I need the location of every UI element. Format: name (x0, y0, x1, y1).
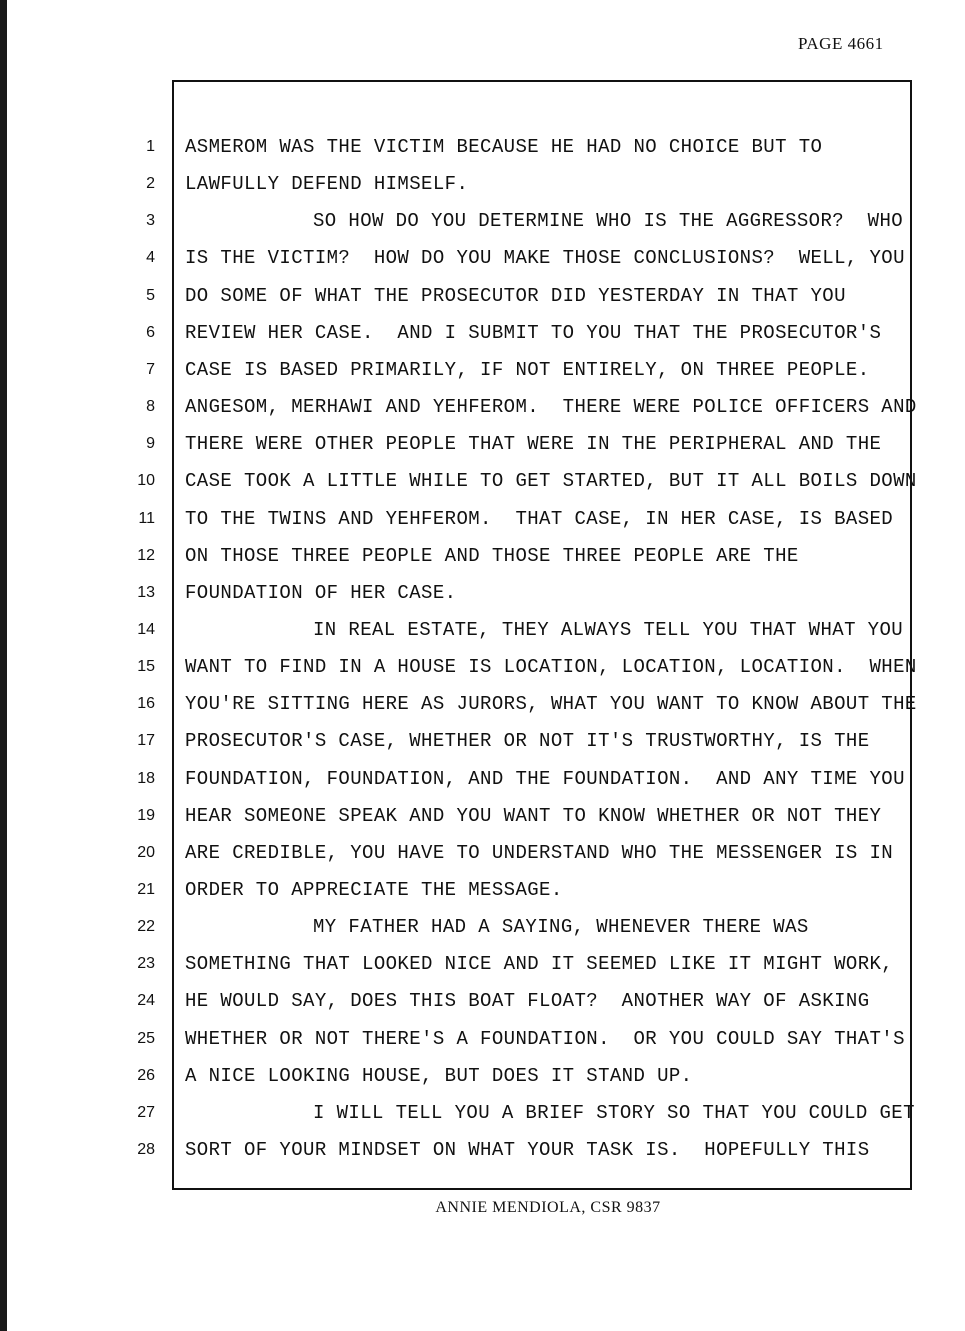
line-number: 19 (137, 806, 155, 824)
line-number: 13 (137, 583, 155, 601)
transcript-line: WANT TO FIND IN A HOUSE IS LOCATION, LOCATION, LOCATION. WHEN (185, 656, 917, 679)
transcript-line: ASMEROM WAS THE VICTIM BECAUSE HE HAD NO CHOICE BUT TO (185, 136, 823, 158)
line-number: 8 (146, 398, 155, 416)
transcript-line: DO SOME OF WHAT THE PROSECUTOR DID YESTERDAY IN THAT YOU (185, 284, 846, 307)
line-number: 10 (137, 472, 155, 490)
line-number: 3 (146, 212, 155, 230)
line-number: 28 (137, 1141, 155, 1159)
transcript-line: SO HOW DO YOU DETERMINE WHO IS THE AGGRESSOR? WHO (313, 210, 904, 233)
line-number: 21 (137, 881, 155, 898)
transcript-line: CASE IS BASED PRIMARILY, IF NOT ENTIRELY, ON THREE PEOPLE. (185, 358, 870, 381)
transcript-line: TO THE TWINS AND YEHFEROM. THAT CASE, IN HER CASE, IS BASED (185, 507, 894, 530)
reporter-footer: ANNIE MENDIOLA, CSR 9837 (435, 1199, 661, 1216)
line-number: 22 (137, 918, 155, 936)
transcript-line: ARE CREDIBLE, YOU HAVE TO UNDERSTAND WHO THE MESSENGER IS IN (185, 841, 894, 864)
line-number: 16 (137, 695, 155, 713)
line-number: 9 (146, 435, 155, 453)
transcript-line: SOMETHING THAT LOOKED NICE AND IT SEEMED LIKE IT MIGHT WORK, (185, 953, 894, 976)
transcript-line: FOUNDATION, FOUNDATION, AND THE FOUNDATION. AND ANY TIME YOU (185, 767, 905, 790)
transcript-line: ON THOSE THREE PEOPLE AND THOSE THREE PEOPLE ARE THE (185, 544, 799, 567)
transcript-line: A NICE LOOKING HOUSE, BUT DOES IT STAND UP. (185, 1064, 693, 1087)
transcript-line: HEAR SOMEONE SPEAK AND YOU WANT TO KNOW WHETHER OR NOT THEY (185, 804, 882, 827)
line-number: 14 (137, 620, 155, 638)
transcript-line: YOU'RE SITTING HERE AS JURORS, WHAT YOU WANT TO KNOW ABOUT THE (185, 693, 917, 716)
line-number: 6 (146, 323, 155, 341)
transcript-line: I WILL TELL YOU A BRIEF STORY SO THAT YOU COULD GET (313, 1101, 915, 1124)
transcript-line: IS THE VICTIM? HOW DO YOU MAKE THOSE CONCLUSIONS? WELL, YOU (185, 247, 905, 270)
transcript-line: IN REAL ESTATE, THEY ALWAYS TELL YOU THAT WHAT YOU (313, 618, 904, 641)
line-number: 23 (137, 955, 155, 973)
line-number: 2 (146, 175, 155, 193)
transcript-line: REVIEW HER CASE. AND I SUBMIT TO YOU THAT THE PROSECUTOR'S (185, 321, 882, 344)
transcript-line: CASE TOOK A LITTLE WHILE TO GET STARTED, BUT IT ALL BOILS DOWN (185, 470, 917, 493)
line-number: 24 (137, 992, 155, 1010)
transcript-line: PROSECUTOR'S CASE, WHETHER OR NOT IT'S TRUSTWORTHY, IS THE (185, 730, 870, 753)
line-number: 20 (137, 843, 155, 861)
line-number: 12 (137, 546, 155, 564)
line-number: 7 (146, 360, 155, 378)
line-number: 26 (137, 1066, 155, 1084)
transcript-line: ANGESOM, MERHAWI AND YEHFEROM. THERE WERE POLICE OFFICERS AND (185, 396, 917, 419)
transcript-line: LAWFULLY DEFEND HIMSELF. (185, 173, 469, 196)
line-number: 25 (137, 1029, 155, 1047)
line-number: 15 (137, 658, 155, 676)
page-number: PAGE 4661 (798, 34, 884, 53)
transcript-line: THERE WERE OTHER PEOPLE THAT WERE IN THE PERIPHERAL AND THE (185, 433, 882, 456)
line-number: 17 (137, 732, 155, 750)
line-number: 5 (146, 286, 155, 304)
transcript-line: HE WOULD SAY, DOES THIS BOAT FLOAT? ANOTHER WAY OF ASKING (185, 990, 870, 1013)
transcript-line: MY FATHER HAD A SAYING, WHENEVER THERE WAS (313, 916, 809, 939)
transcript-line: FOUNDATION OF HER CASE. (185, 581, 457, 604)
line-number: 11 (138, 509, 155, 527)
line-number: 1 (146, 138, 155, 155)
line-number: 18 (137, 769, 155, 787)
transcript-line: ORDER TO APPRECIATE THE MESSAGE. (185, 879, 563, 901)
transcript-line: SORT OF YOUR MINDSET ON WHAT YOUR TASK IS. HOPEFULLY THIS (185, 1139, 870, 1162)
transcript-line: WHETHER OR NOT THERE'S A FOUNDATION. OR YOU COULD SAY THAT'S (185, 1027, 905, 1050)
line-number: 4 (146, 249, 155, 267)
line-number: 27 (137, 1103, 155, 1121)
scan-edge (0, 0, 7, 1331)
